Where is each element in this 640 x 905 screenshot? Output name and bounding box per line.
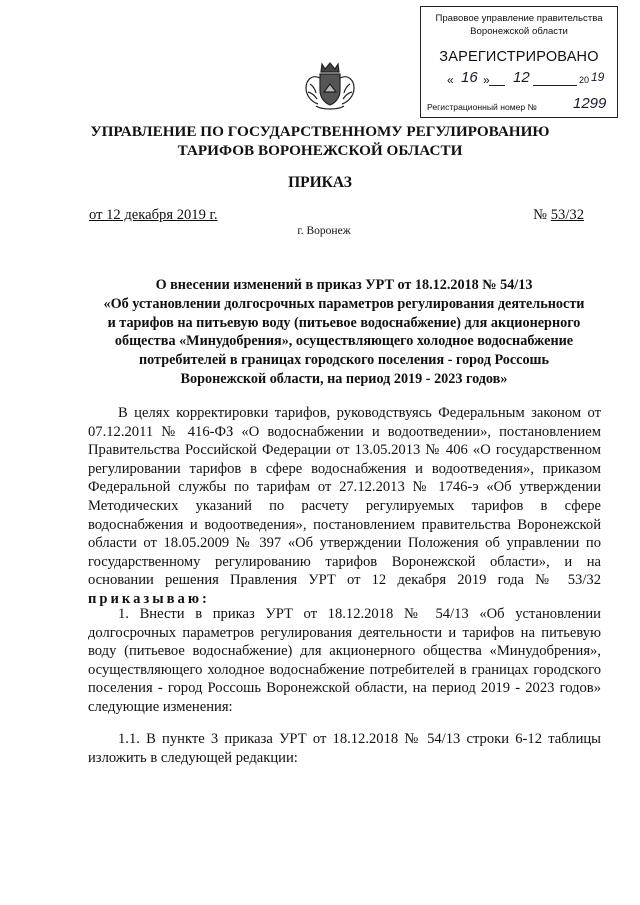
- stamp-status: ЗАРЕГИСТРИРОВАНО: [439, 49, 599, 65]
- title-line: «Об установлении долгосрочных параметров регулирования деятельности: [103, 295, 585, 312]
- document-city: г. Воронеж: [297, 225, 351, 237]
- stamp-reg-label: Регистрационный номер №: [427, 102, 537, 112]
- document-type: ПРИКАЗ: [288, 174, 352, 191]
- title-line: потребителей в границах городского поселения - город Россошь: [138, 352, 550, 369]
- order-word: приказываю:: [88, 590, 210, 607]
- item-1-text: 1. Внести в приказ УРТ от 18.12.2018 № 54/13 «Об установлении долгосрочных параметров регулирования деятельности и тарифов на питьевую воду (питьевое водоснабжение) для акционерного общества «Минудобрения», осуществляющего холодное водоснабжение потребителей в границах городского поселения - город Россошь Воронежской области, на период 2019 - 2023 годов» следующие изменения:: [88, 606, 601, 715]
- item-1-1-paragraph: [88, 730, 601, 767]
- title-line: Воронежской области, на период 2019 - 2023 годов»: [180, 370, 508, 387]
- title-line: О внесении изменений в приказ УРТ от 18.12.2018 № 54/13: [155, 277, 533, 293]
- stamp-year-prefix: 20: [579, 75, 590, 85]
- item-1-paragraph: [88, 605, 601, 717]
- stamp-date: « 16 » 12 20 19: [447, 69, 605, 87]
- stamp-day: 16: [461, 69, 478, 86]
- stamp-month: 12: [513, 69, 530, 86]
- organization-name: [0, 122, 640, 160]
- document-title: [88, 276, 600, 389]
- registration-stamp: [420, 6, 618, 118]
- title-line: общества «Минудобрения», осуществляющего холодное водоснабжение: [114, 333, 574, 350]
- org-line1: УПРАВЛЕНИЕ ПО ГОСУДАРСТВЕННОМУ РЕГУЛИРОВАНИЮ: [90, 123, 550, 140]
- title-line: и тарифов на питьевую воду (питьевое водоснабжение) для акционерного: [107, 314, 581, 331]
- org-line2: ТАРИФОВ ВОРОНЕЖСКОЙ ОБЛАСТИ: [177, 142, 463, 159]
- item-1-1-text: 1.1. В пункте 3 приказа УРТ от 18.12.2018 № 54/13 строки 6-12 таблицы изложить в следующей редакции:: [88, 731, 601, 766]
- number-prefix: №: [533, 207, 551, 223]
- coat-of-arms-icon: [302, 58, 358, 114]
- stamp-reg-value: 1299: [573, 95, 607, 112]
- number-value: 53/32: [550, 207, 584, 223]
- stamp-year: 19: [591, 70, 605, 84]
- stamp-line2: Воронежской области: [470, 26, 568, 37]
- stamp-line1: Правовое управление правительства: [435, 13, 603, 24]
- preamble-paragraph: [88, 404, 601, 609]
- document-date: от 12 декабря 2019 г.: [89, 207, 218, 223]
- document-number: [533, 207, 584, 224]
- stamp-reg-number: [427, 95, 607, 112]
- preamble-text: В целях корректировки тарифов, руководствуясь Федеральным законом от 07.12.2011 № 416-ФЗ «О водоснабжении и водоотведении», постановлением Правительства Российской Федерации от 13.05.2013 № 406 «О государственном регулировании тарифов в сфере водоснабжения и водоотведения», приказом Федеральной службы по тарифам от 27.12.2013 № 1746-э «Об утверждении Методических указаний по расчету регулируемых тарифов в сфере водоснабжения и водоотведения», постановлением правительства Воронежской области от 18.05.2009 № 397 «Об утверждении Положения об управлении по государственному регулированию тарифов Воронежской области», и на основании решения Правления УРТ от 12 декабря 2019 года № 53/32: [88, 405, 601, 589]
